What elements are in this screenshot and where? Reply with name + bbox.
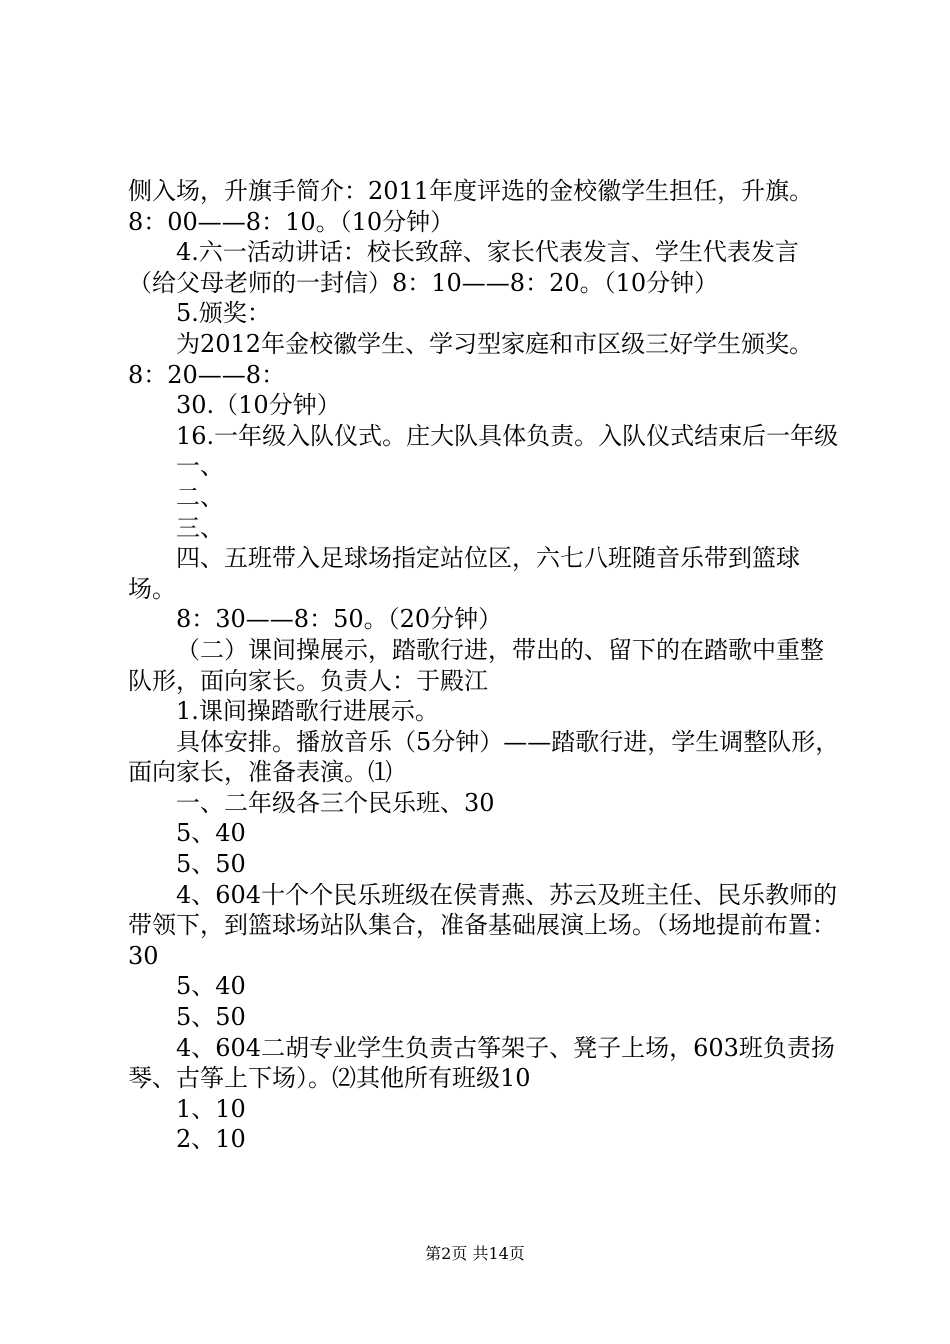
paragraph: 4、604十个个民乐班级在侯青燕、苏云及班主任、民乐教师的带领下，到篮球场站队集合，准备基础展演上场。（场地提前布置：30: [128, 880, 838, 970]
paragraph: 为2012年金校徽学生、学习型家庭和市区级三好学生颁奖。8：20——8：: [128, 329, 814, 389]
paragraph: 5、50: [176, 850, 246, 879]
paragraph: 二、: [176, 482, 224, 511]
document-body: [128, 176, 844, 1155]
paragraph: 5、40: [176, 972, 246, 1001]
paragraph: 16.一年级入队仪式。庄大队具体负责。入队仪式结束后一年级: [176, 421, 839, 450]
paragraph: 30.（10分钟）: [176, 391, 341, 420]
paragraph: 具体安排。播放音乐（5分钟）——踏歌行进，学生调整队形，面向家长，准备表演。⑴: [128, 727, 840, 787]
paragraph: 1、10: [176, 1094, 246, 1123]
paragraph: 三、: [176, 513, 224, 542]
paragraph: 1.课间操踏歌行进展示。: [176, 697, 439, 726]
paragraph: （二）课间操展示，踏歌行进，带出的、留下的在踏歌中重整队形，面向家长。负责人：于殿江: [128, 635, 824, 695]
paragraph: 一、二年级各三个民乐班、30: [176, 788, 495, 817]
paragraph: 四、五班带入足球场指定站位区，六七八班随音乐带到篮球场。: [128, 544, 800, 603]
paragraph: 5、40: [176, 819, 246, 848]
paragraph: 2、10: [176, 1125, 246, 1154]
paragraph: 5、50: [176, 1003, 246, 1032]
paragraph: 4.六一活动讲话：校长致辞、家长代表发言、学生代表发言（给父母老师的一封信）8：10——8：20。（10分钟）: [128, 238, 799, 297]
paragraph: 侧入场，升旗手简介：2011年度评选的金校徽学生担任，升旗。8：00——8：10。（10分钟）: [128, 177, 814, 236]
paragraph: 4、604二胡专业学生负责古筝架子、凳子上场，603班负责扬琴、古筝上下场）。⑵其他所有班级10: [128, 1033, 835, 1093]
page-footer: 第2页 共14页: [425, 1244, 525, 1263]
paragraph: 8：30——8：50。（20分钟）: [176, 605, 503, 634]
paragraph: 5.颁奖：: [176, 299, 271, 328]
paragraph: 一、: [176, 452, 224, 481]
